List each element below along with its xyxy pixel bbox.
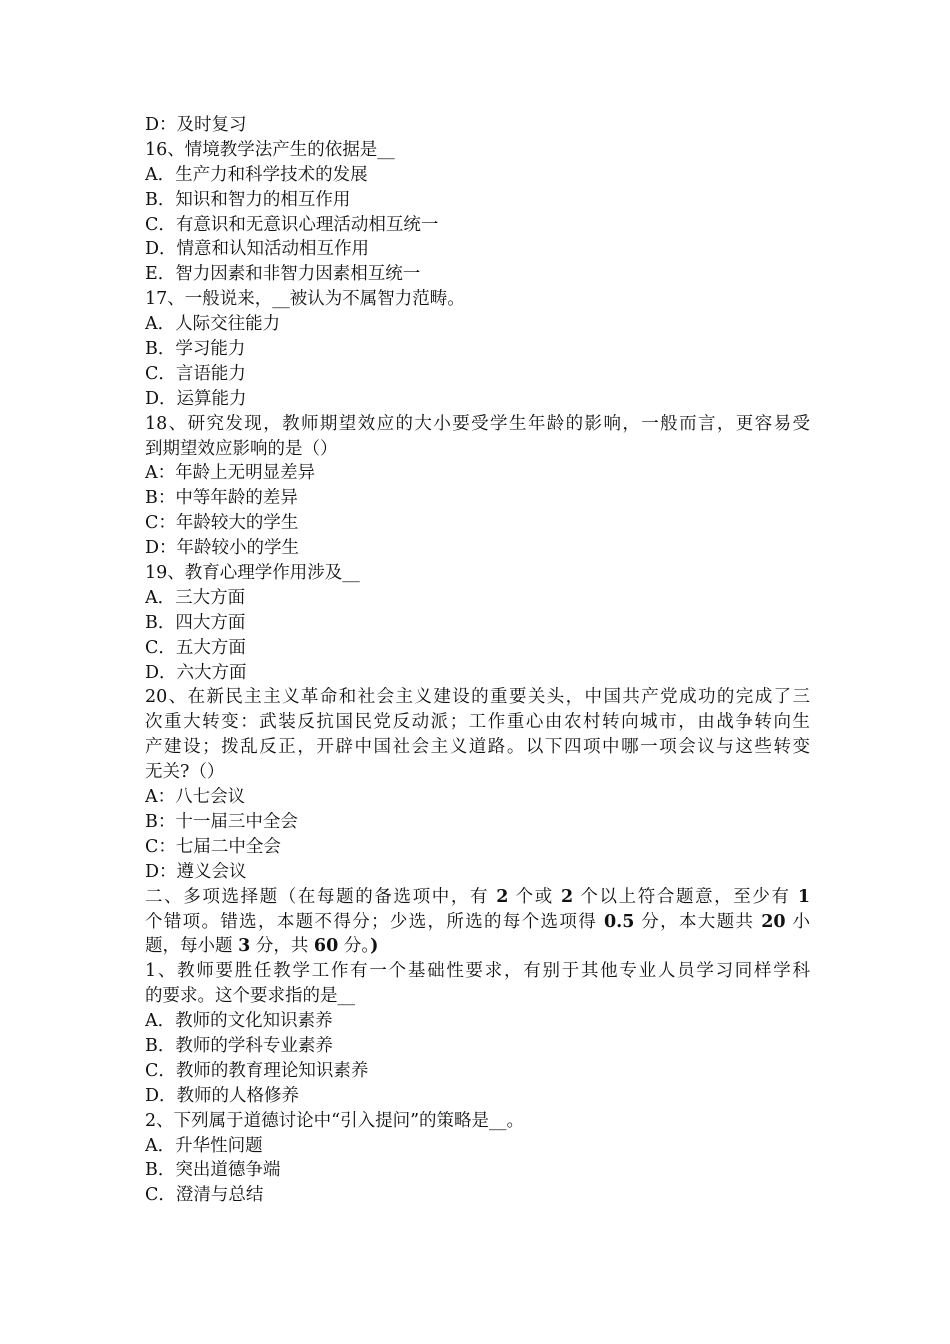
- option-line: A．三大方面: [145, 587, 246, 608]
- heading-text: 分，共: [250, 936, 314, 957]
- heading-number: 60: [313, 936, 339, 957]
- option-line: C．有意识和无意识心理活动相互统一: [145, 214, 439, 235]
- heading-text: 个或: [508, 886, 562, 907]
- option-line: E．智力因素和非智力因素相互统一: [145, 264, 421, 285]
- heading-text: 分。: [338, 936, 371, 957]
- option-line: C．澄清与总结: [145, 1185, 264, 1206]
- option-line: B：十一届三中全会: [145, 811, 298, 832]
- question-m2: 2、下列属于道德讨论中“引入提问”的策略是__。: [145, 1110, 525, 1131]
- text-line: D：及时复习: [145, 115, 247, 135]
- option-line: A．升华性问题: [145, 1135, 263, 1156]
- heading-number: 2: [561, 886, 574, 907]
- option-line: B．知识和智力的相互作用: [145, 189, 351, 210]
- option-line: A．人际交往能力: [145, 314, 281, 335]
- question-20-cont: 次重大转变：武装反抗国民党反动派；工作重心由农村转向城市，由战争转向生: [145, 712, 810, 733]
- question-m1-cont: 的要求。这个要求指的是__: [145, 986, 355, 1007]
- option-line: D．六大方面: [145, 662, 247, 683]
- heading-text: 小: [785, 911, 810, 932]
- heading-text: 个错项。错选，本题不得分；少选，所选的每个选项得: [145, 911, 604, 932]
- option-line: D：年龄较小的学生: [145, 538, 300, 559]
- question-m1: 1、教师要胜任教学工作有一个基础性要求，有别于其他专业人员学习同样学科: [145, 961, 810, 982]
- option-line: D．情意和认知活动相互作用: [145, 239, 370, 260]
- question-20-cont: 无关?（）: [145, 762, 225, 783]
- option-line: C．五大方面: [145, 637, 246, 658]
- question-20-cont: 产建设；拨乱反正，开辟中国社会主义道路。以下四项中哪一项会议与这些转变: [145, 737, 810, 758]
- heading-number: 20: [761, 911, 786, 932]
- heading-number: 1: [797, 886, 810, 907]
- section-2-heading-cont: [145, 910, 810, 935]
- section-2-heading: [145, 885, 810, 910]
- heading-number: 2: [496, 886, 509, 907]
- heading-number: 3: [238, 936, 251, 957]
- question-17: 17、一般说来，__被认为不属智力范畴。: [145, 289, 465, 310]
- option-line: C．言语能力: [145, 363, 246, 384]
- heading-number: ): [370, 936, 379, 957]
- option-line: C：七届二中全会: [145, 836, 281, 857]
- option-line: A．教师的文化知识素养: [145, 1011, 333, 1032]
- option-line: B．突出道德争端: [145, 1160, 281, 1181]
- option-line: A．生产力和科学技术的发展: [145, 164, 368, 185]
- document-page: [145, 113, 810, 1208]
- option-line: B．学习能力: [145, 339, 246, 360]
- question-18-cont: 到期望效应影响的是（）: [145, 438, 338, 459]
- option-line: B．四大方面: [145, 612, 246, 633]
- option-line: C：年龄较大的学生: [145, 513, 299, 534]
- option-line: A：八七会议: [145, 787, 246, 808]
- heading-text: 二、多项选择题（在每题的备选项中，有: [145, 886, 497, 907]
- heading-text: 个以上符合题意，至少有: [573, 886, 798, 907]
- question-20: 20、在新民主主义革命和社会主义建设的重要关头，中国共产党成功的完成了三: [145, 687, 810, 708]
- heading-number: 0.5: [603, 911, 635, 932]
- option-line: D．运算能力: [145, 388, 247, 409]
- option-line: B．教师的学科专业素养: [145, 1035, 333, 1056]
- question-19: 19、教育心理学作用涉及__: [145, 563, 360, 584]
- option-line: B：中等年龄的差异: [145, 488, 298, 509]
- heading-text: 分，本大题共: [634, 911, 762, 932]
- option-line: D：遵义会议: [145, 861, 247, 882]
- question-16: 16、情境教学法产生的依据是__: [145, 139, 395, 160]
- section-2-heading-cont: [145, 934, 810, 959]
- question-18: 18、研究发现，教师期望效应的大小要受学生年龄的影响，一般而言，更容易受: [145, 413, 810, 434]
- heading-text: 题，每小题: [145, 936, 239, 957]
- option-line: A：年龄上无明显差异: [145, 463, 316, 484]
- option-line: D．教师的人格修养: [145, 1085, 300, 1106]
- option-line: C．教师的教育理论知识素养: [145, 1060, 369, 1081]
